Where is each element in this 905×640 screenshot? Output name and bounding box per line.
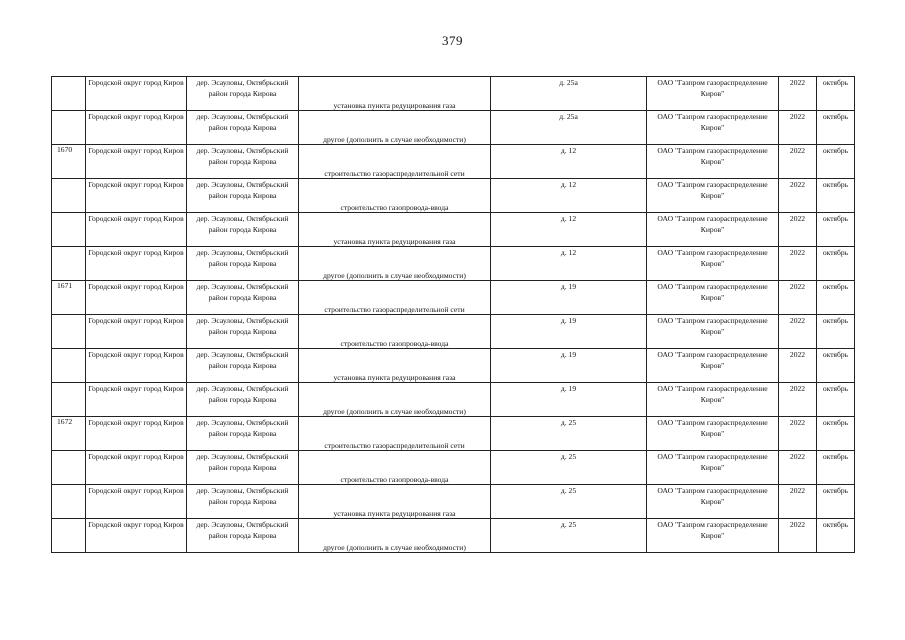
row-number-cell	[52, 383, 86, 417]
month-cell: октябрь	[817, 519, 855, 553]
municipality-cell: Городской округ город Киров	[86, 451, 187, 485]
house-number-cell: д. 12	[491, 213, 647, 247]
table-row	[52, 485, 855, 519]
month-cell: октябрь	[817, 349, 855, 383]
organization-cell: ОАО "Газпром газораспределение Киров"	[647, 247, 779, 281]
organization-cell: ОАО "Газпром газораспределение Киров"	[647, 349, 779, 383]
gasification-table	[51, 76, 855, 553]
municipality-cell: Городской округ город Киров	[86, 519, 187, 553]
house-number-cell: д. 25	[491, 519, 647, 553]
year-cell: 2022	[779, 77, 817, 111]
work-type-text: установка пункта редуцирования газа	[333, 509, 456, 518]
work-type-text: строительство газораспределительной сети	[324, 441, 465, 450]
organization-cell: ОАО "Газпром газораспределение Киров"	[647, 213, 779, 247]
work-type-cell	[299, 247, 491, 281]
row-number-cell	[52, 519, 86, 553]
table-row	[52, 77, 855, 111]
work-type-text: строительство газораспределительной сети	[324, 305, 465, 314]
locality-cell: дер. Эсауловы, Октябрьский район города Кирова	[187, 485, 299, 519]
locality-cell: дер. Эсауловы, Октябрьский район города Кирова	[187, 247, 299, 281]
year-cell: 2022	[779, 451, 817, 485]
year-cell: 2022	[779, 519, 817, 553]
month-cell: октябрь	[817, 247, 855, 281]
municipality-cell: Городской округ город Киров	[86, 383, 187, 417]
municipality-cell: Городской округ город Киров	[86, 145, 187, 179]
table-row	[52, 315, 855, 349]
work-type-cell	[299, 315, 491, 349]
row-number-cell	[52, 451, 86, 485]
year-cell: 2022	[779, 145, 817, 179]
month-cell: октябрь	[817, 77, 855, 111]
work-type-cell	[299, 417, 491, 451]
locality-cell: дер. Эсауловы, Октябрьский район города Кирова	[187, 281, 299, 315]
work-type-text: установка пункта редуцирования газа	[333, 237, 456, 246]
year-cell: 2022	[779, 213, 817, 247]
year-cell: 2022	[779, 349, 817, 383]
table-row	[52, 451, 855, 485]
locality-cell: дер. Эсауловы, Октябрьский район города Кирова	[187, 315, 299, 349]
municipality-cell: Городской округ город Киров	[86, 485, 187, 519]
house-number-cell: д. 25	[491, 417, 647, 451]
table-row	[52, 145, 855, 179]
work-type-text: строительство газопровода-ввода	[340, 339, 449, 348]
year-cell: 2022	[779, 485, 817, 519]
locality-cell: дер. Эсауловы, Октябрьский район города Кирова	[187, 451, 299, 485]
locality-cell: дер. Эсауловы, Октябрьский район города Кирова	[187, 77, 299, 111]
organization-cell: ОАО "Газпром газораспределение Киров"	[647, 111, 779, 145]
work-type-text: другое (дополнить в случае необходимости)	[323, 407, 466, 416]
table-row	[52, 179, 855, 213]
month-cell: октябрь	[817, 179, 855, 213]
house-number-cell: д. 19	[491, 281, 647, 315]
organization-cell: ОАО "Газпром газораспределение Киров"	[647, 315, 779, 349]
organization-cell: ОАО "Газпром газораспределение Киров"	[647, 383, 779, 417]
table-row	[52, 247, 855, 281]
year-cell: 2022	[779, 383, 817, 417]
work-type-cell	[299, 77, 491, 111]
row-number-cell	[52, 111, 86, 145]
house-number-cell: д. 19	[491, 383, 647, 417]
table-row	[52, 213, 855, 247]
work-type-cell	[299, 383, 491, 417]
month-cell: октябрь	[817, 281, 855, 315]
organization-cell: ОАО "Газпром газораспределение Киров"	[647, 519, 779, 553]
organization-cell: ОАО "Газпром газораспределение Киров"	[647, 281, 779, 315]
page-number: 379	[442, 33, 463, 48]
work-type-cell	[299, 451, 491, 485]
work-type-cell	[299, 179, 491, 213]
table-body	[52, 77, 855, 553]
month-cell: октябрь	[817, 417, 855, 451]
house-number-cell: д. 25а	[491, 77, 647, 111]
table-row	[52, 383, 855, 417]
house-number-cell: д. 25	[491, 451, 647, 485]
table-row	[52, 281, 855, 315]
organization-cell: ОАО "Газпром газораспределение Киров"	[647, 485, 779, 519]
work-type-text: установка пункта редуцирования газа	[333, 101, 456, 110]
year-cell: 2022	[779, 315, 817, 349]
house-number-cell: д. 25	[491, 485, 647, 519]
municipality-cell: Городской округ город Киров	[86, 349, 187, 383]
work-type-text: строительство газопровода-ввода	[340, 475, 449, 484]
municipality-cell: Городской округ город Киров	[86, 213, 187, 247]
locality-cell: дер. Эсауловы, Октябрьский район города Кирова	[187, 111, 299, 145]
locality-cell: дер. Эсауловы, Октябрьский район города Кирова	[187, 179, 299, 213]
row-number-cell	[52, 179, 86, 213]
locality-cell: дер. Эсауловы, Октябрьский район города Кирова	[187, 213, 299, 247]
locality-cell: дер. Эсауловы, Октябрьский район города Кирова	[187, 383, 299, 417]
month-cell: октябрь	[817, 485, 855, 519]
row-number-cell	[52, 349, 86, 383]
row-number-cell: 1670	[52, 145, 86, 179]
work-type-cell	[299, 281, 491, 315]
row-number-cell: 1671	[52, 281, 86, 315]
work-type-cell	[299, 349, 491, 383]
month-cell: октябрь	[817, 213, 855, 247]
row-number-cell: 1672	[52, 417, 86, 451]
locality-cell: дер. Эсауловы, Октябрьский район города Кирова	[187, 145, 299, 179]
row-number-cell	[52, 213, 86, 247]
work-type-cell	[299, 519, 491, 553]
work-type-text: строительство газораспределительной сети	[324, 169, 465, 178]
work-type-text: строительство газопровода-ввода	[340, 203, 449, 212]
municipality-cell: Городской округ город Киров	[86, 417, 187, 451]
house-number-cell: д. 19	[491, 315, 647, 349]
municipality-cell: Городской округ город Киров	[86, 247, 187, 281]
work-type-cell	[299, 145, 491, 179]
year-cell: 2022	[779, 179, 817, 213]
house-number-cell: д. 12	[491, 145, 647, 179]
table-row	[52, 349, 855, 383]
organization-cell: ОАО "Газпром газораспределение Киров"	[647, 179, 779, 213]
work-type-text: другое (дополнить в случае необходимости)	[323, 543, 466, 552]
month-cell: октябрь	[817, 145, 855, 179]
work-type-cell	[299, 213, 491, 247]
house-number-cell: д. 12	[491, 247, 647, 281]
organization-cell: ОАО "Газпром газораспределение Киров"	[647, 77, 779, 111]
table-row	[52, 417, 855, 451]
row-number-cell	[52, 315, 86, 349]
work-type-text: установка пункта редуцирования газа	[333, 373, 456, 382]
table-row	[52, 519, 855, 553]
house-number-cell: д. 25а	[491, 111, 647, 145]
work-type-text: другое (дополнить в случае необходимости)	[323, 271, 466, 280]
year-cell: 2022	[779, 247, 817, 281]
organization-cell: ОАО "Газпром газораспределение Киров"	[647, 417, 779, 451]
month-cell: октябрь	[817, 111, 855, 145]
row-number-cell	[52, 77, 86, 111]
locality-cell: дер. Эсауловы, Октябрьский район города Кирова	[187, 519, 299, 553]
year-cell: 2022	[779, 111, 817, 145]
row-number-cell	[52, 247, 86, 281]
work-type-text: другое (дополнить в случае необходимости)	[323, 135, 466, 144]
locality-cell: дер. Эсауловы, Октябрьский район города Кирова	[187, 417, 299, 451]
municipality-cell: Городской округ город Киров	[86, 281, 187, 315]
table-row	[52, 111, 855, 145]
month-cell: октябрь	[817, 315, 855, 349]
work-type-cell	[299, 111, 491, 145]
month-cell: октябрь	[817, 451, 855, 485]
year-cell: 2022	[779, 417, 817, 451]
municipality-cell: Городской округ город Киров	[86, 77, 187, 111]
organization-cell: ОАО "Газпром газораспределение Киров"	[647, 451, 779, 485]
house-number-cell: д. 19	[491, 349, 647, 383]
locality-cell: дер. Эсауловы, Октябрьский район города Кирова	[187, 349, 299, 383]
row-number-cell	[52, 485, 86, 519]
organization-cell: ОАО "Газпром газораспределение Киров"	[647, 145, 779, 179]
municipality-cell: Городской округ город Киров	[86, 315, 187, 349]
month-cell: октябрь	[817, 383, 855, 417]
municipality-cell: Городской округ город Киров	[86, 111, 187, 145]
municipality-cell: Городской округ город Киров	[86, 179, 187, 213]
year-cell: 2022	[779, 281, 817, 315]
work-type-cell	[299, 485, 491, 519]
house-number-cell: д. 12	[491, 179, 647, 213]
